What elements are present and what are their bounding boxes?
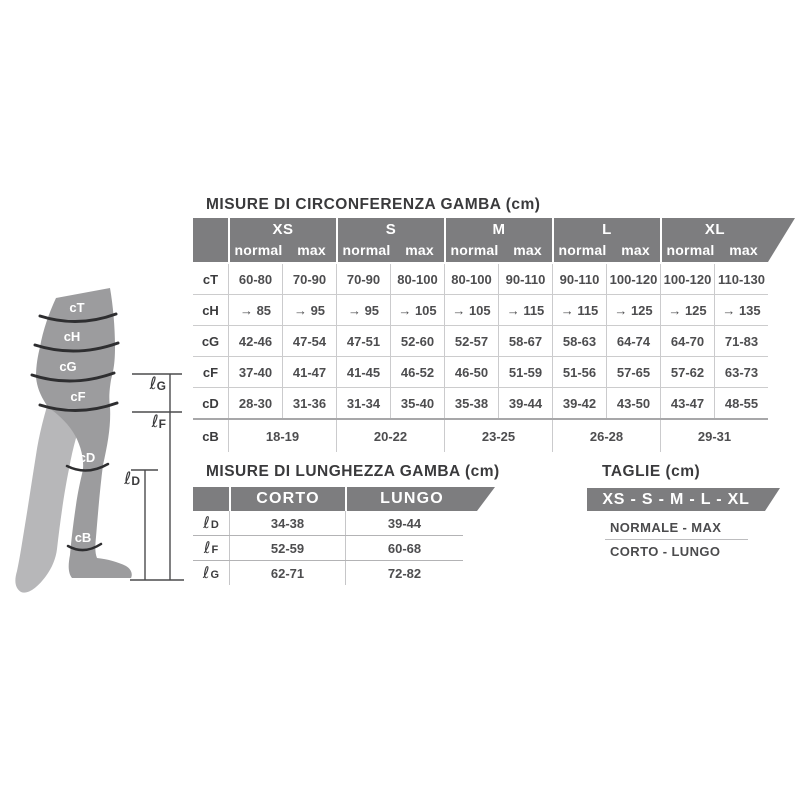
table-cell: 70-90 (282, 264, 336, 294)
table-cell: 52-59 (229, 536, 345, 560)
table-cell: 35-38 (444, 388, 498, 418)
table-cell: 46-52 (390, 357, 444, 387)
table-cell: 110-130 (714, 264, 768, 294)
table-cell: 57-65 (606, 357, 660, 387)
band-label-ct: cT (69, 300, 85, 315)
band-label-cd: cD (78, 450, 96, 465)
table-cell: 28-30 (228, 388, 282, 418)
table-cell: → 125 (606, 295, 660, 325)
subheader-normal: normal (558, 242, 607, 258)
table-cell: → 115 (498, 295, 552, 325)
subheader-normal: normal (234, 242, 283, 258)
column-header-corto: CORTO (229, 487, 345, 511)
table-cell: 43-47 (660, 388, 714, 418)
row-label: ℓ F (203, 538, 219, 557)
row-label: cT (202, 271, 219, 287)
table-cell: → 105 (390, 295, 444, 325)
table-cell: → 135 (714, 295, 768, 325)
subheader-max: max (513, 242, 542, 258)
header-corner-cell (193, 487, 229, 511)
sizes-panel-title: TAGLIE (cm) (602, 463, 701, 480)
length-band-slant (477, 487, 495, 511)
table-cell: 52-60 (390, 326, 444, 356)
table-cell: 29-31 (660, 420, 768, 452)
table-cell: 58-63 (552, 326, 606, 356)
subheader-max: max (621, 242, 650, 258)
size-group-xs (228, 218, 336, 262)
table-cell: 23-25 (444, 420, 552, 452)
table-cell: 80-100 (444, 264, 498, 294)
table-cell: 39-42 (552, 388, 606, 418)
band-label-cg: cG (59, 359, 77, 374)
table-cell: 47-54 (282, 326, 336, 356)
size-group-m (444, 218, 552, 262)
row-label: cD (202, 395, 219, 411)
size-label: M (492, 221, 506, 238)
sizes-normale-max: NORMALE - MAX (610, 520, 722, 535)
table-cell: 51-59 (498, 357, 552, 387)
table-cell: 46-50 (444, 357, 498, 387)
table-cell: → 115 (552, 295, 606, 325)
table-cell: 51-56 (552, 357, 606, 387)
table-cell: 48-55 (714, 388, 768, 418)
table-cell: → 125 (660, 295, 714, 325)
table-cell: → 105 (444, 295, 498, 325)
table-cell: 18-19 (228, 420, 336, 452)
leg-diagram (10, 285, 190, 615)
table-cell: 90-110 (498, 264, 552, 294)
table-cell: 39-44 (345, 511, 463, 535)
table-cell: 100-120 (606, 264, 660, 294)
header-corner-cell (193, 218, 228, 262)
table-cell: 64-70 (660, 326, 714, 356)
size-group-l (552, 218, 660, 262)
row-label: cH (202, 302, 219, 318)
subheader-normal: normal (666, 242, 715, 258)
table-row-lg (193, 561, 463, 585)
table-row-cb (193, 420, 768, 452)
subheader-normal: normal (450, 242, 499, 258)
subheader-max: max (297, 242, 326, 258)
size-label: S (385, 221, 397, 238)
table-cell: 63-73 (714, 357, 768, 387)
length-label-ld: ℓD (124, 469, 140, 489)
table-cell: 37-40 (228, 357, 282, 387)
table-cell: 80-100 (390, 264, 444, 294)
table-cell: 41-47 (282, 357, 336, 387)
table-cell: 64-74 (606, 326, 660, 356)
size-label: XS (272, 221, 294, 238)
table-cell: 62-71 (229, 561, 345, 585)
length-header-band (193, 487, 477, 511)
table-cell: 42-46 (228, 326, 282, 356)
length-table-body (193, 511, 463, 585)
table-cell: 35-40 (390, 388, 444, 418)
length-table-title: MISURE DI LUNGHEZZA GAMBA (cm) (206, 463, 500, 480)
column-header-lungo: LUNGO (345, 487, 477, 511)
table-cell: 58-67 (498, 326, 552, 356)
table-row-cf (193, 357, 768, 388)
band-label-cb: cB (74, 530, 92, 545)
table-cell: 72-82 (345, 561, 463, 585)
table-cell: 31-36 (282, 388, 336, 418)
table-cell: → 95 (336, 295, 390, 325)
table-row-cg (193, 326, 768, 357)
table-cell: 39-44 (498, 388, 552, 418)
sizes-divider (605, 539, 748, 540)
table-cell: 57-62 (660, 357, 714, 387)
row-label: ℓ G (202, 563, 220, 582)
size-group-xl (660, 218, 768, 262)
table-row-ch (193, 295, 768, 326)
circumference-header-band (193, 218, 768, 262)
table-cell: 71-83 (714, 326, 768, 356)
table-row-ct (193, 264, 768, 295)
table-cell: 41-45 (336, 357, 390, 387)
table-cell: 47-51 (336, 326, 390, 356)
table-row-cd (193, 388, 768, 420)
table-cell: 100-120 (660, 264, 714, 294)
table-cell: 90-110 (552, 264, 606, 294)
sizes-corto-lungo: CORTO - LUNGO (610, 544, 721, 559)
circumference-table-body (193, 264, 768, 452)
size-label: L (602, 221, 612, 238)
header-band-slant (768, 218, 795, 262)
table-cell: 20-22 (336, 420, 444, 452)
table-row-ld (193, 511, 463, 536)
table-cell: 34-38 (229, 511, 345, 535)
table-cell: 43-50 (606, 388, 660, 418)
table-row-lf (193, 536, 463, 561)
circumference-table-title: MISURE DI CIRCONFERENZA GAMBA (cm) (206, 196, 541, 213)
subheader-max: max (405, 242, 434, 258)
table-cell: 52-57 (444, 326, 498, 356)
table-cell: 26-28 (552, 420, 660, 452)
row-label: cF (202, 364, 219, 380)
sizes-band: XS - S - M - L - XL (587, 488, 765, 511)
length-label-lg: ℓG (149, 374, 166, 394)
table-cell: 60-80 (228, 264, 282, 294)
row-label: ℓ D (203, 513, 219, 532)
band-label-ch: cH (63, 329, 81, 344)
table-cell: 60-68 (345, 536, 463, 560)
band-label-cf: cF (70, 389, 86, 404)
size-label: XL (704, 221, 726, 238)
row-label: cB (202, 428, 219, 444)
length-label-lf: ℓF (151, 412, 166, 432)
table-cell: → 95 (282, 295, 336, 325)
table-cell: 70-90 (336, 264, 390, 294)
subheader-normal: normal (342, 242, 391, 258)
size-group-s (336, 218, 444, 262)
sizes-band-slant (765, 488, 780, 511)
row-label: cG (201, 333, 220, 349)
table-cell: → 85 (228, 295, 282, 325)
table-cell: 31-34 (336, 388, 390, 418)
subheader-max: max (729, 242, 758, 258)
